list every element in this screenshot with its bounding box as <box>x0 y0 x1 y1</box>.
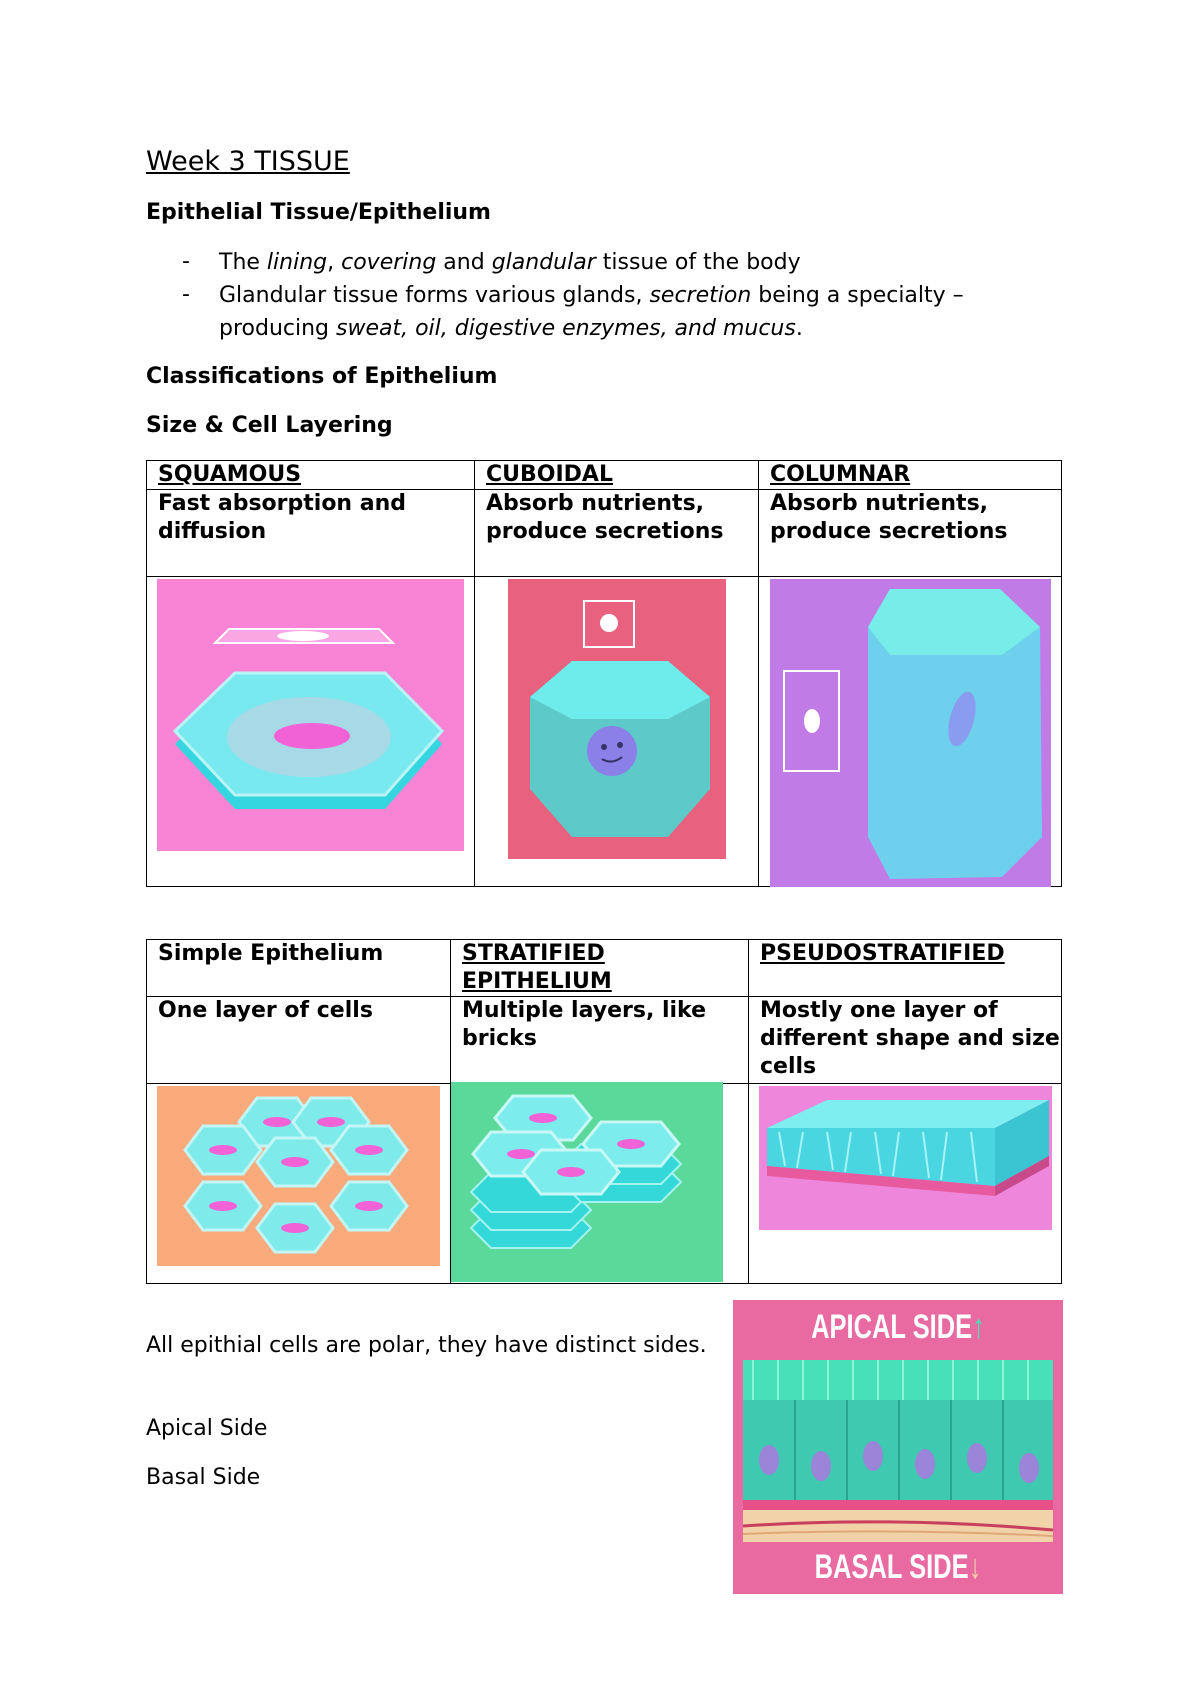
header-squamous: SQUAMOUS <box>158 462 302 487</box>
table-cell: Fast absorption and diffusion <box>147 490 475 577</box>
italic-run: sweat, oil, digestive enzymes, and mucus <box>336 316 796 341</box>
table-header-cell <box>475 461 759 490</box>
header-cuboidal: CUBOIDAL <box>486 462 613 487</box>
table-row <box>147 490 1062 577</box>
up-arrow-icon: ↑ <box>972 1308 985 1346</box>
basal-label-text: BASAL SIDE <box>814 1548 969 1586</box>
basal-text: Basal Side <box>146 1465 261 1490</box>
table-header-cell <box>147 461 475 490</box>
apical-label-text: APICAL SIDE <box>811 1308 973 1346</box>
text-run: tissue of the body <box>595 250 801 275</box>
bullet-marker: - <box>182 282 190 307</box>
basal-side-label <box>774 1548 1022 1587</box>
classifications-heading: Classifications of Epithelium <box>146 364 498 389</box>
cuboidal-cell-illustration <box>508 579 726 859</box>
table-cell: Multiple layers, like bricks <box>451 997 749 1084</box>
size-table <box>146 460 1062 887</box>
table-row <box>147 577 1062 887</box>
text-run: Glandular tissue forms various glands, <box>219 283 650 308</box>
bullet-item <box>219 279 1079 345</box>
table-header-cell <box>451 940 749 997</box>
text-run: being a specialty – producing <box>219 283 964 341</box>
header-stratified: STRATIFIED EPITHELIUM <box>462 941 612 994</box>
table-cell: Mostly one layer of different shape and size cells <box>749 997 1062 1084</box>
section-heading: Epithelial Tissue/Epithelium <box>146 200 491 225</box>
header-columnar: COLUMNAR <box>770 462 911 487</box>
table-row <box>147 1084 1062 1284</box>
table-header-cell: Simple Epithelium <box>147 940 451 997</box>
polar-paragraph: All epithial cells are polar, they have distinct sides. <box>146 1333 707 1358</box>
apical-basal-figure <box>733 1300 1063 1594</box>
table-header-cell <box>749 940 1062 997</box>
table-row <box>147 461 1062 490</box>
italic-run: secretion <box>649 283 752 308</box>
simple-epithelium-illustration <box>157 1086 440 1266</box>
italic-run: glandular <box>491 250 596 275</box>
text-run: . <box>795 316 803 341</box>
text-run: , <box>327 250 342 275</box>
squamous-cell-illustration <box>157 579 464 851</box>
text-run: The <box>219 250 267 275</box>
table-cell: Absorb nutrients, produce secretions <box>759 490 1062 577</box>
table-header-cell <box>759 461 1062 490</box>
image-cell <box>451 1084 749 1284</box>
size-heading: Size & Cell Layering <box>146 413 393 438</box>
italic-run: lining <box>266 250 328 275</box>
image-cell <box>475 577 759 887</box>
image-cell <box>147 577 475 887</box>
pseudostratified-epithelium-illustration <box>759 1086 1052 1230</box>
layering-table <box>146 939 1062 1284</box>
italic-run: covering <box>341 250 437 275</box>
text-run: and <box>436 250 492 275</box>
apical-text: Apical Side <box>146 1416 268 1441</box>
apical-side-label <box>774 1308 1022 1347</box>
page-title: Week 3 TISSUE <box>146 146 350 177</box>
image-cell <box>147 1084 451 1284</box>
stratified-epithelium-illustration <box>451 1082 723 1282</box>
table-cell: Absorb nutrients, produce secretions <box>475 490 759 577</box>
table-row <box>147 940 1062 997</box>
table-cell: One layer of cells <box>147 997 451 1084</box>
columnar-cell-illustration <box>770 579 1051 887</box>
bullet-marker: - <box>182 249 190 274</box>
image-cell <box>749 1084 1062 1284</box>
image-cell <box>759 577 1062 887</box>
table-row <box>147 997 1062 1084</box>
down-arrow-icon: ↓ <box>968 1548 982 1586</box>
bullet-item <box>219 246 1079 279</box>
header-pseudostratified: PSEUDOSTRATIFIED <box>760 941 1005 966</box>
